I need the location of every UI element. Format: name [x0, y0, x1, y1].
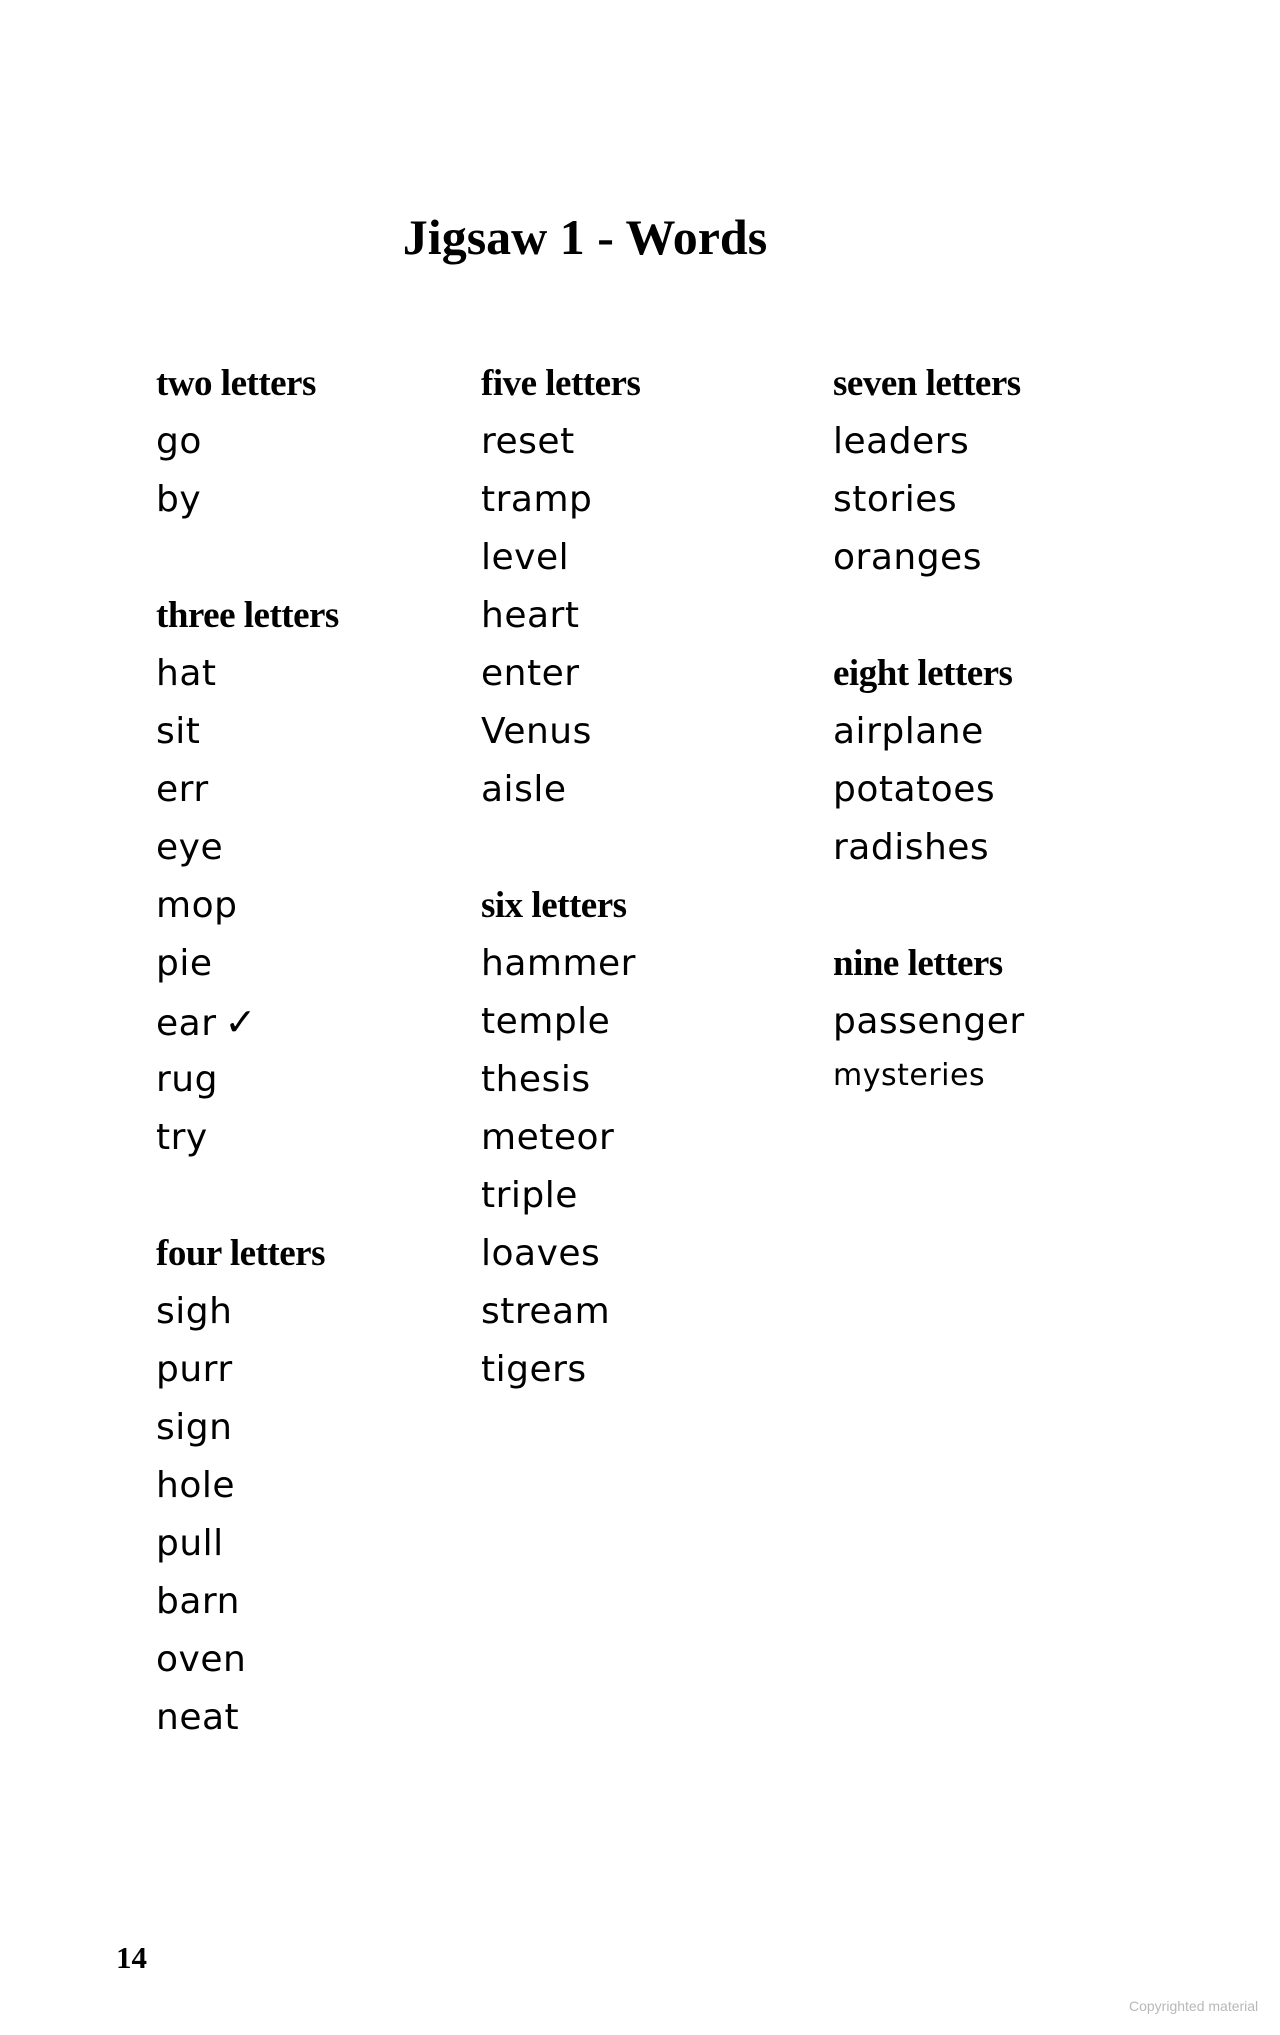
word-item: [833, 819, 1153, 877]
word-item: [481, 587, 801, 645]
word-text: rug: [156, 1059, 218, 1100]
word-text: oven: [156, 1639, 247, 1680]
word-text: pull: [156, 1523, 224, 1564]
word-section: [156, 1225, 476, 1747]
word-item: [833, 471, 1153, 529]
page-number: 14: [116, 1940, 147, 1975]
word-item: [156, 1689, 476, 1747]
word-text: go: [156, 421, 202, 462]
word-item: [481, 1225, 801, 1283]
word-item: [156, 1051, 476, 1109]
word-text: triple: [481, 1175, 578, 1216]
word-text: stream: [481, 1291, 611, 1332]
word-item: [833, 993, 1153, 1051]
word-item: [481, 993, 801, 1051]
word-item: [481, 761, 801, 819]
word-text: heart: [481, 595, 580, 636]
copyright-notice: Copyrighted material: [1129, 1998, 1259, 2014]
word-item: [156, 1341, 476, 1399]
word-text: loaves: [481, 1233, 601, 1274]
section-heading: two letters: [156, 363, 316, 404]
word-item: [481, 529, 801, 587]
word-text: by: [156, 479, 202, 520]
word-text: potatoes: [833, 769, 996, 810]
word-section: [156, 355, 476, 529]
word-text: level: [481, 537, 570, 578]
word-item: [156, 1109, 476, 1167]
word-text: barn: [156, 1581, 240, 1622]
word-text: sit: [156, 711, 201, 752]
word-item: [833, 1051, 1153, 1101]
word-item: [481, 703, 801, 761]
word-item: [156, 877, 476, 935]
check-mark-icon: ✓: [224, 1000, 257, 1044]
word-text: reset: [481, 421, 575, 462]
word-text: err: [156, 769, 209, 810]
section-heading: seven letters: [833, 363, 1021, 404]
word-item: [833, 529, 1153, 587]
word-text: leaders: [833, 421, 970, 462]
word-column-1: [156, 355, 476, 1805]
word-text: meteor: [481, 1117, 615, 1158]
word-text: purr: [156, 1349, 233, 1390]
section-heading: nine letters: [833, 943, 1003, 984]
word-section: [833, 645, 1153, 877]
word-item: [156, 993, 476, 1051]
word-column-3: [833, 355, 1153, 1159]
word-item: [156, 935, 476, 993]
word-item: [481, 1109, 801, 1167]
word-item: [481, 471, 801, 529]
word-text: sigh: [156, 1291, 233, 1332]
word-item: [481, 1341, 801, 1399]
word-item: [156, 819, 476, 877]
word-text: tigers: [481, 1349, 587, 1390]
word-text: thesis: [481, 1059, 591, 1100]
word-text: tramp: [481, 479, 593, 520]
word-item: [156, 1283, 476, 1341]
word-item: [833, 413, 1153, 471]
word-item: [156, 761, 476, 819]
word-item: [156, 471, 476, 529]
word-text: stories: [833, 479, 958, 520]
word-text: mysteries: [833, 1058, 986, 1093]
word-item: [481, 1051, 801, 1109]
page-title: Jigsaw 1 - Words: [402, 209, 768, 265]
word-column-2: [481, 355, 801, 1457]
word-item: [481, 935, 801, 993]
word-text: radishes: [833, 827, 990, 868]
word-text: oranges: [833, 537, 982, 578]
word-item: [156, 645, 476, 703]
word-item: [156, 1631, 476, 1689]
section-heading: three letters: [156, 595, 339, 636]
word-text: hat: [156, 653, 217, 694]
word-item: [481, 1167, 801, 1225]
word-text: eye: [156, 827, 224, 868]
word-item: [481, 645, 801, 703]
word-text: hammer: [481, 943, 636, 984]
word-text: airplane: [833, 711, 984, 752]
word-item: [156, 1399, 476, 1457]
word-text: Venus: [481, 711, 592, 752]
word-item: [156, 1515, 476, 1573]
word-text: neat: [156, 1697, 240, 1738]
section-heading: five letters: [481, 363, 641, 404]
word-item: [481, 1283, 801, 1341]
word-text: try: [156, 1117, 208, 1158]
word-item: [156, 413, 476, 471]
word-item: [481, 413, 801, 471]
word-item: [833, 703, 1153, 761]
section-heading: four letters: [156, 1233, 325, 1274]
word-item: [156, 1573, 476, 1631]
word-text: aisle: [481, 769, 567, 810]
word-text: pie: [156, 943, 213, 984]
word-item: [156, 703, 476, 761]
word-text: enter: [481, 653, 580, 694]
word-text: ear: [156, 1003, 217, 1044]
word-section: [833, 935, 1153, 1101]
word-text: temple: [481, 1001, 611, 1042]
word-text: hole: [156, 1465, 235, 1506]
word-section: [156, 587, 476, 1167]
word-item: [156, 1457, 476, 1515]
word-text: passenger: [833, 1001, 1025, 1042]
word-item: [833, 761, 1153, 819]
section-heading: six letters: [481, 885, 627, 926]
word-section: [833, 355, 1153, 587]
word-section: [481, 877, 801, 1399]
word-text: sign: [156, 1407, 233, 1448]
word-section: [481, 355, 801, 819]
section-heading: eight letters: [833, 653, 1013, 694]
word-text: mop: [156, 885, 238, 926]
